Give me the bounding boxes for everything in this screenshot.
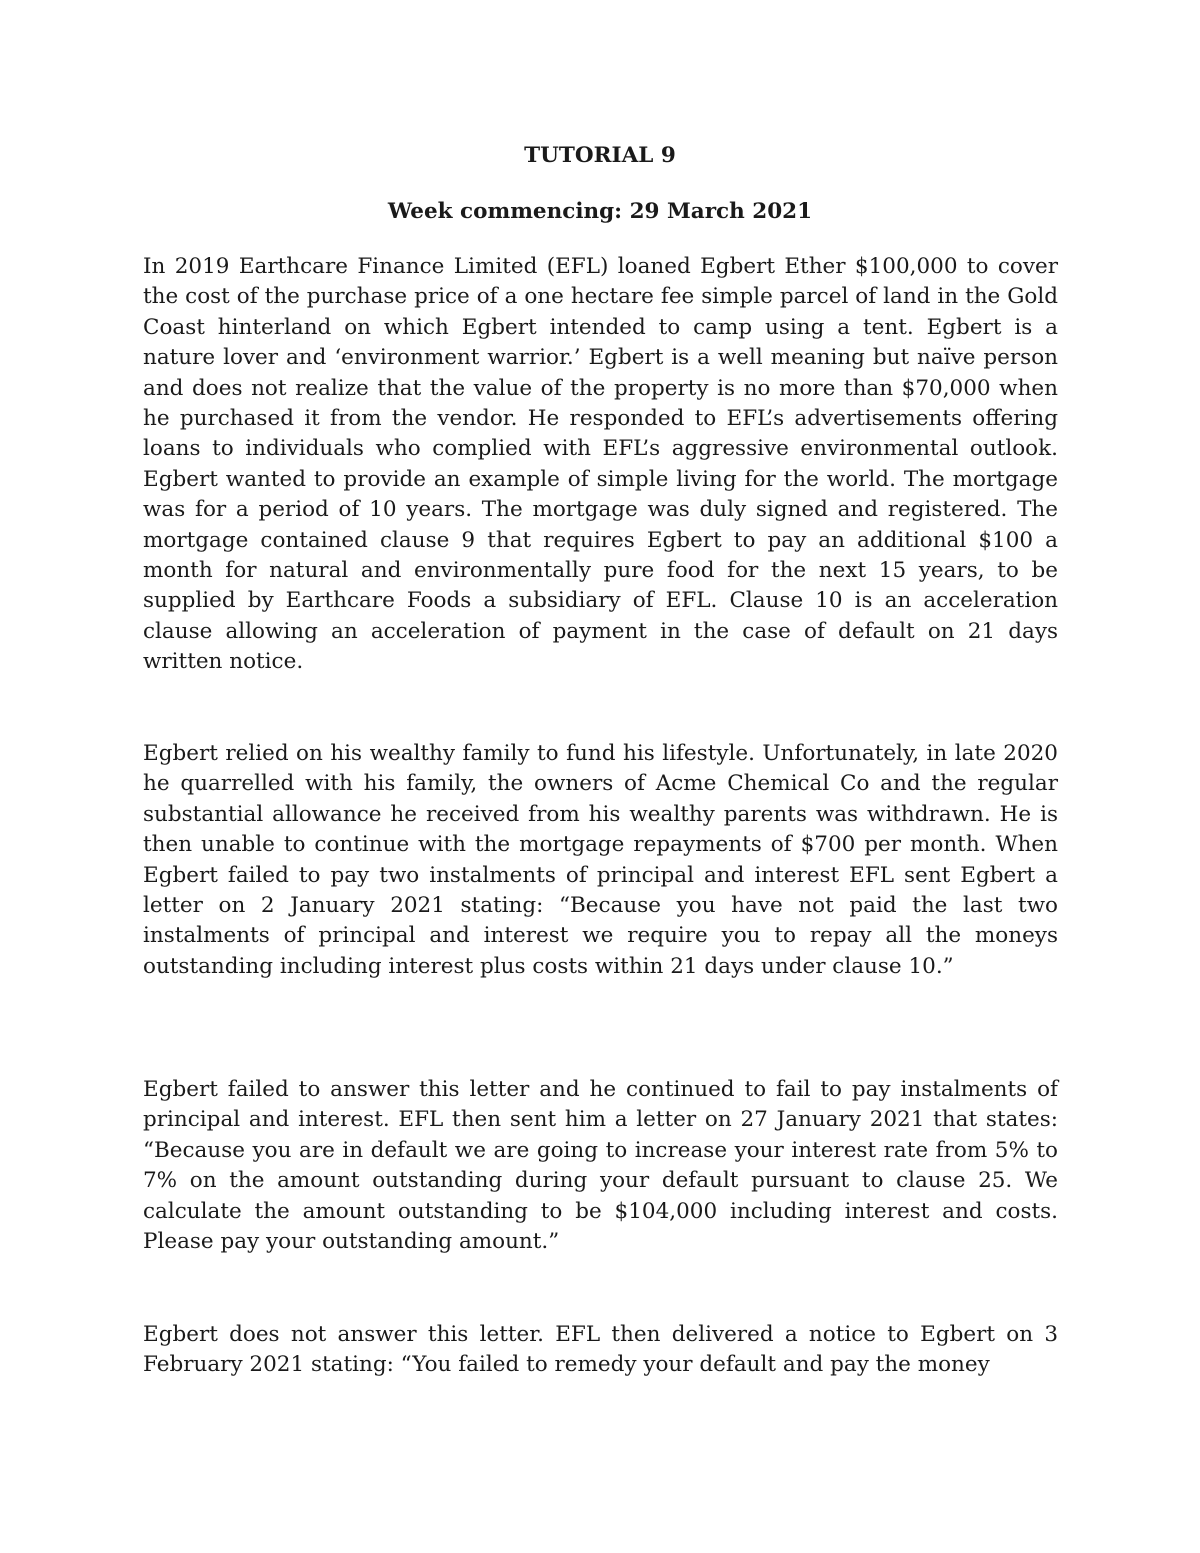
paragraph-1: In 2019 Earthcare Finance Limited (EFL) loaned Egbert Ether $100,000 to cover the cost of the purchase price of a one hectare fee simple parcel of land in the Gold Coast hinterland on which Egbert intended to camp using a tent. Egbert is a nature lover and ‘environment warrior.’ Egbert is a well meaning but naïve person and does not realize that the value of the property is no more than $70,000 when he purchased it from the vendor. He responded to EFL’s advertisements offering loans to individuals who complied with EFL’s aggressive environmental outlook. Egbert wanted to provide an example of simple living for the world. The mortgage was for a period of 10 years. The mortgage was duly signed and registered. The mortgage contained clause 9 that requires Egbert to pay an additional $100 a month for natural and environmentally pure food for the next 15 years, to be supplied by Earthcare Foods a subsidiary of EFL. Clause 10 is an acceleration clause allowing an acceleration of payment in the case of default on 21 days written notice. [143, 254, 1058, 675]
paragraph-2: Egbert relied on his wealthy family to fund his lifestyle. Unfortunately, in late 2020 he quarrelled with his family, the owners of Acme Chemical Co and the regular substantial allowance he received from his wealthy parents was withdrawn. He is then unable to continue with the mortgage repayments of $700 per month. When Egbert failed to pay two instalments of principal and interest EFL sent Egbert a letter on 2 January 2021 stating: “Because you have not paid the last two instalments of principal and interest we require you to repay all the moneys outstanding including interest plus costs within 21 days under clause 10.” [143, 741, 1058, 979]
document-subtitle: Week commencing: 29 March 2021 [387, 199, 813, 224]
document-title: TUTORIAL 9 [524, 143, 676, 168]
paragraph-3: Egbert failed to answer this letter and he continued to fail to pay instalments of principal and interest. EFL then sent him a letter on 27 January 2021 that states: “Because you are in default we are going to increase your interest rate from 5% to 7% on the amount outstanding during your default pursuant to clause 25. We calculate the amount outstanding to be $104,000 including interest and costs. Please pay your outstanding amount.” [143, 1077, 1058, 1255]
paragraph-4: Egbert does not answer this letter. EFL then delivered a notice to Egbert on 3 February 2021 stating: “You failed to remedy your default and pay the money [143, 1322, 1058, 1378]
